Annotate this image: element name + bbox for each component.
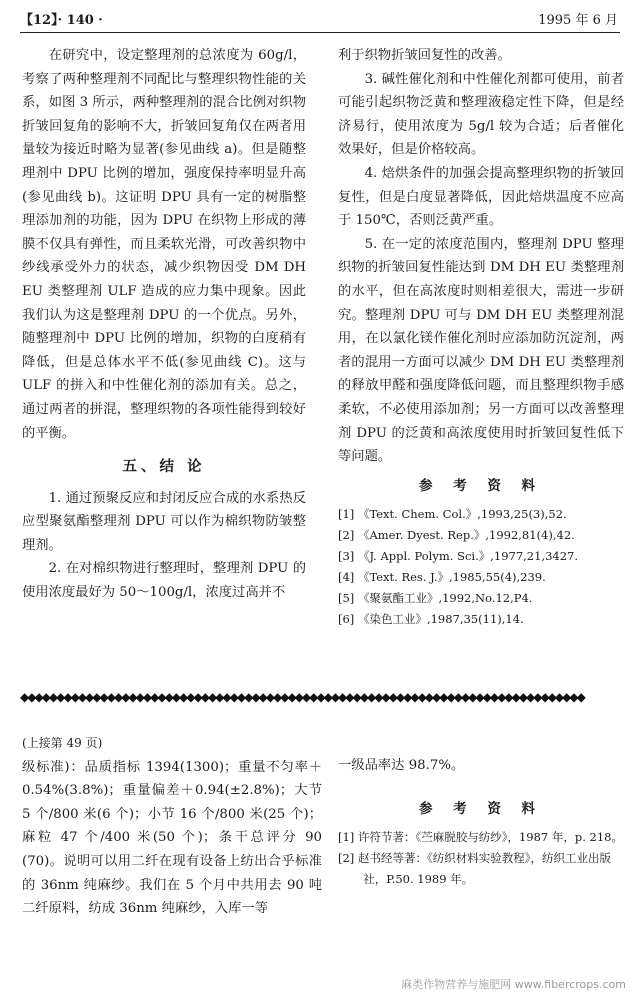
conclusion-item: 1. 通过预聚反应和封闭反应合成的水系热反应型聚氨酯整理剂 DPU 可以作为棉织物防皱整理剂。 (22, 490, 306, 553)
right-column-bottom (338, 754, 624, 890)
left-column-bottom (22, 732, 322, 921)
left-column-top (22, 44, 306, 605)
conclusion-item: 4. 焙烘条件的加强会提高整理织物的折皱回复性，但是白度显著降低，因此焙烘温度不应高于 150℃，否则泛黄严重。 (338, 165, 624, 229)
conclusion-continuation: 利于织物折皱回复性的改善。 (338, 48, 511, 63)
reference-item: [6] 《染色工业》,1987,35(11),14. (338, 612, 524, 627)
reference-item: [3] 《J. Appl. Polym. Sci.》,1977,21,3427. (338, 549, 579, 564)
references-list (338, 504, 624, 630)
reference-item: [2] 赵书经等著：《纺织材料实验教程》，纺织工业出版社，P.50. 1989 年。 (338, 851, 611, 887)
reference-item: [2] 《Amer. Dyest. Rep.》,1992,81(4),42. (338, 528, 575, 543)
header-rule (20, 32, 620, 33)
section-title: 五、结 论 (122, 458, 206, 476)
reference-item: [4] 《Text. Res. J.》,1985,55(4),239. (338, 570, 546, 585)
references-list (338, 827, 624, 890)
reference-item: [5] 《聚氨酯工业》,1992,No.12,P4. (338, 591, 533, 606)
conclusion-item: 2. 在对棉织物进行整理时，整理剂 DPU 的使用浓度最好为 50～100g/l，浓度过高并不 (22, 561, 306, 601)
references-title: 参 考 资 料 (418, 477, 544, 494)
discussion-paragraph: 在研究中，设定整理剂的总浓度为 60g/l，考察了两种整理剂不同配比与整理织物性能的关系，如图 3 所示，两种整理剂的混合比例对织物折皱回复角的影响不大，折皱回复角仅在两者用量较为接近时略为显著(参见曲线 a)。但是随整理剂中 DPU 比例的增加，强度保持率明显升高(参见曲线 b)。这证明 DPU 具有一定的树脂整理添加剂的功能，因为 DPU 在织物上形成的薄膜不仅具有弹性，而且柔软光滑，可改善织物中纱线承受外力的状态，减少织物因受 DM DH EU 类整理剂 ULF 造成的应力集中现象。因此我们认为这是整理剂 DPU 的一个优点。另外，随整理剂中 DPU 比例的增加，织物的白度稍有降低，但是总体水平不低(参见曲线 C)。这与 ULF 的拼入和中性催化剂的添加有关。总之，通过两者的拼混，整理织物的各项性能得到较好的平衡。 (22, 48, 306, 441)
right-column-top (338, 44, 624, 630)
reference-item: [1] 《Text. Chem. Col.》,1993,25(3),52. (338, 507, 567, 522)
continued-note: (上接第 49 页) (22, 736, 103, 750)
conclusion-item: 5. 在一定的浓度范围内，整理剂 DPU 整理织物的折皱回复性能达到 DM DH EU 类整理剂的水平，但在高浓度时则相差很大，需进一步研究。整理剂 DPU 可与 DM DH EU 类整理剂混用，在以氯化镁作催化剂时应添加防沉淀剂，两者的混用一方面可以减少 DM DH EU 类整理剂的释放甲醛和强度降低问题，而且整理织物手感柔软，不必使用添加剂；另一方面可以改善整理剂 DPU 的泛黄和高浓度使用时折皱回复性低下等问题。 (338, 236, 624, 465)
page-header-left: 【12】· 140 · (20, 13, 103, 28)
continued-paragraph-end: 一级品率达 98.7%。 (338, 758, 465, 773)
article-divider: ◆◆◆◆◆◆◆◆◆◆◆◆◆◆◆◆◆◆◆◆◆◆◆◆◆◆◆◆◆◆◆◆◆◆◆◆◆◆◆◆◆◆◆◆◆◆◆◆◆◆◆◆◆◆◆◆◆◆◆◆◆◆◆◆◆◆◆◆◆◆◆◆◆◆◆◆◆◆ (20, 690, 584, 704)
reference-item: [1] 许符节著：《苎麻脱胶与纺纱》，1987 年，p. 218。 (338, 830, 623, 845)
references-title: 参 考 资 料 (418, 800, 544, 817)
watermark: 麻类作物营养与施肥网 www.fibercrops.com (401, 978, 626, 991)
page-header-right: 1995 年 6 月 (538, 13, 618, 28)
conclusion-item: 3. 碱性催化剂和中性催化剂都可使用，前者可能引起织物泛黄和整理液稳定性下降，但是经济易行，使用浓度为 5g/l 较为合适；后者催化效果好，但是价格较高。 (338, 71, 624, 158)
continued-paragraph: 级标准)：品质指标 1394(1300)；重量不匀率＋0.54%(3.8%)；重量偏差＋0.94(±2.8%)；大节 5 个/800 米(6 个)；小节 16 个/800 米(25 个)；麻粒 47 个/400 米(50 个)；条干总评分 90 (70)。说明可以用二纤在现有设备上纺出合乎标准的 36nm 纯麻纱。我们在 5 个月中共用去 90 吨二纤原料，纺成 36nm 纯麻纱，入库一等 (22, 759, 322, 917)
